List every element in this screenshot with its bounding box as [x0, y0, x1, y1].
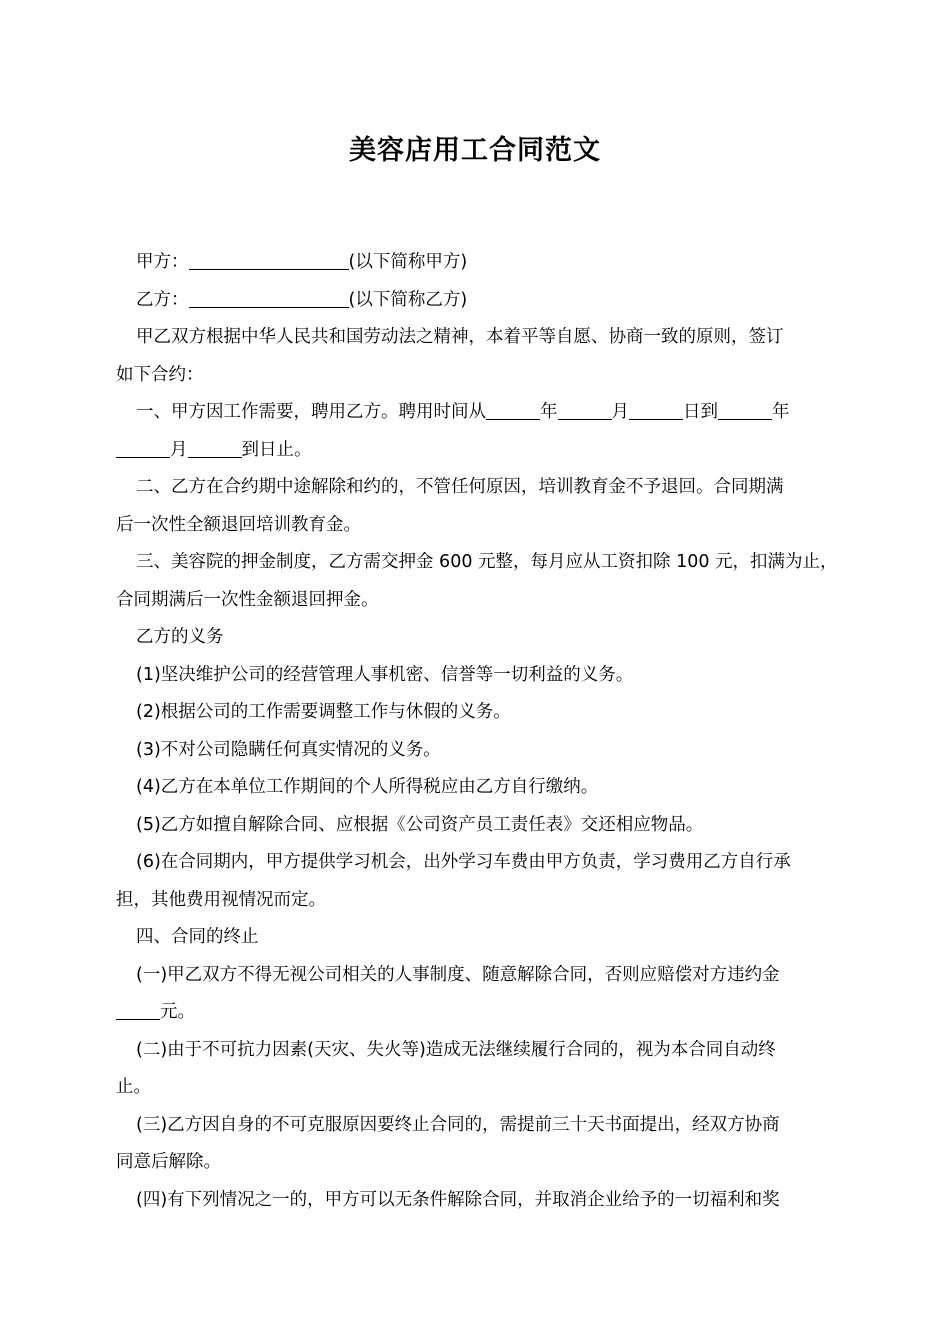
termination-item: [116, 1182, 840, 1220]
clause-3: [116, 544, 840, 619]
party-b-suffix: (以下简称乙方): [348, 289, 468, 310]
clause-2: [116, 469, 840, 544]
term-3-line: (三)乙方因自身的不可克服原因要终止合同的，需提前三十天书面提出，经双方协商: [136, 1114, 780, 1135]
year-blank: [486, 402, 540, 421]
term-2-line: (二)由于不可抗力因素(天灾、失火等)造成无法继续履行合同的，视为本合同自动终: [136, 1039, 776, 1060]
document-body: [116, 244, 840, 1219]
year-label: 年: [772, 402, 790, 422]
party-b-line: [116, 282, 840, 320]
termination-heading: 四、合同的终止: [136, 927, 259, 947]
obligation-item: (4)乙方在本单位工作期间的个人所得税应由乙方自行缴纳。: [136, 777, 599, 797]
term-1-line: [116, 994, 840, 1032]
obligation-item: [116, 844, 840, 919]
clause-3-line: 三、美容院的押金制度，乙方需交押金 600 元整，每月应从工资扣除 100 元，扣满为止，: [136, 552, 838, 572]
term-2-line: 止。: [116, 1077, 151, 1097]
clause-3-line: 合同期满后一次性金额退回押金。: [116, 589, 379, 610]
party-b-label: 乙方：: [136, 289, 189, 310]
party-a-blank: [189, 252, 349, 271]
penalty-blank: [116, 1002, 160, 1021]
month-label: 月: [611, 402, 629, 422]
day-to-label: 日到: [683, 402, 718, 422]
termination-item: [116, 957, 840, 1032]
intro-line: 甲乙双方根据中华人民共和国劳动法之精神，本着平等自愿、协商一致的原则，签订: [136, 327, 784, 347]
clause-1-line: [116, 394, 840, 432]
clause-2-line: 二、乙方在合约期中途解除和约的，不管任何原因，培训教育金不予退回。合同期满: [136, 477, 784, 497]
party-a-suffix: (以下简称甲方): [348, 252, 468, 272]
obligation-item: (3)不对公司隐瞒任何真实情况的义务。: [136, 739, 441, 760]
intro-line: 如下合约：: [116, 364, 204, 385]
month-label: 月: [170, 439, 188, 460]
month-blank: [558, 402, 612, 421]
clause-1: [116, 394, 840, 469]
termination-item: [116, 1107, 840, 1182]
year-blank: [718, 402, 772, 421]
clause-1-line: [116, 432, 840, 470]
intro-paragraph: [116, 319, 840, 394]
penalty-unit: 元。: [160, 1002, 195, 1022]
end-label: 到日止。: [241, 439, 312, 460]
term-3-line: 同意后解除。: [116, 1152, 221, 1172]
obligation-item: (1)坚决维护公司的经营管理人事机密、信誉等一切利益的义务。: [136, 664, 634, 685]
day-blank: [188, 439, 242, 458]
party-b-blank: [189, 289, 349, 308]
clause-2-line: 后一次性全额退回培训教育金。: [116, 514, 361, 535]
year-label: 年: [540, 402, 558, 422]
obligation-6-line: (6)在合同期内，甲方提供学习机会，出外学习车费由甲方负责，学习费用乙方自行承: [136, 852, 791, 872]
clause-1-text: 一、甲方因工作需要，聘用乙方。聘用时间从: [136, 402, 486, 422]
month-blank: [116, 439, 170, 458]
party-a-line: [116, 244, 840, 282]
term-1-line: (一)甲乙双方不得无视公司相关的人事制度、随意解除合同，否则应赔偿对方违约金: [136, 964, 780, 985]
obligation-item: (5)乙方如擅自解除合同、应根据《公司资产员工责任表》交还相应物品。: [136, 814, 704, 835]
term-4-line: (四)有下列情况之一的，甲方可以无条件解除合同，并取消企业给予的一切福利和奖: [136, 1189, 780, 1210]
obligation-item: (2)根据公司的工作需要调整工作与休假的义务。: [136, 702, 511, 722]
termination-item: [116, 1032, 840, 1107]
document-title: 美容店用工合同范文: [349, 135, 601, 166]
day-blank: [629, 402, 683, 421]
party-a-label: 甲方：: [136, 252, 189, 272]
obligation-6-line: 担，其他费用视情况而定。: [116, 889, 326, 910]
obligations-heading: 乙方的义务: [136, 627, 224, 647]
